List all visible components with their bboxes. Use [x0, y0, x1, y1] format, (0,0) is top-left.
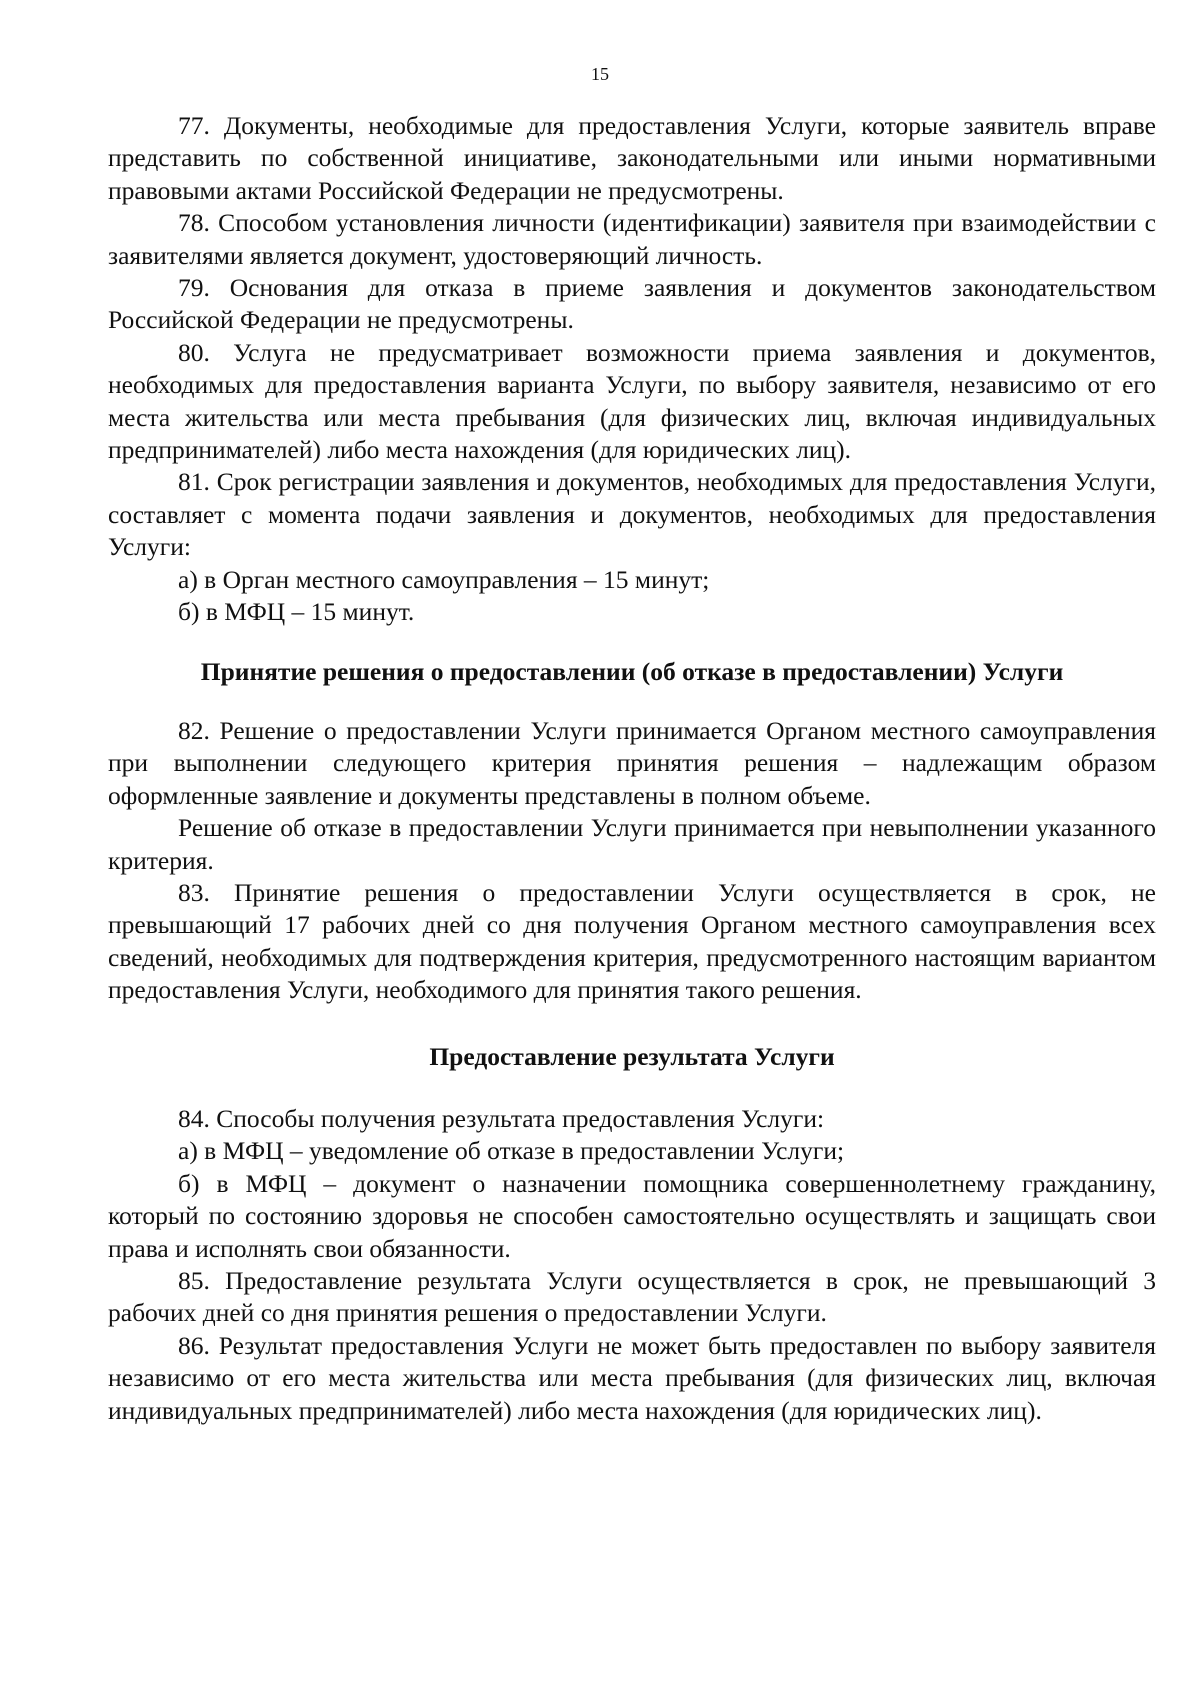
paragraph-80: 80. Услуга не предусматривает возможности приема заявления и документов, необходимых для предоставления варианта Услуги, по выбору заявителя, независимо от его места жительства или места пребывания (для физических лиц, включая индивидуальных предпринимателей) либо места нахождения (для юридических лиц). — [108, 337, 1156, 465]
paragraph-82-refusal: Решение об отказе в предоставлении Услуги принимается при невыполнении указанного критерия. — [108, 813, 1156, 875]
section-heading-result: Предоставление результата Услуги — [429, 1041, 835, 1071]
paragraph-77: 77. Документы, необходимые для предоставления Услуги, которые заявитель вправе представить по собственной инициативе, законодательными или иными нормативными правовыми актами Российской Федерации не предусмотрены. — [108, 111, 1156, 205]
paragraph-83: 83. Принятие решения о предоставлении Услуги осуществляется в срок, не превышающий 17 рабочих дней со дня получения Органом местного самоуправления всех сведений, необходимых для подтверждения критерия, предусмотренного настоящим вариантом предоставления Услуги, необходимого для принятия такого решения. — [108, 877, 1156, 1005]
paragraph-82: 82. Решение о предоставлении Услуги принимается Органом местного самоуправления при выполнении следующего критерия принятия решения – надлежащим образом оформленные заявление и документы представлены в полном объеме. — [108, 715, 1156, 810]
paragraph-79: 79. Основания для отказа в приеме заявления и документов законодательством Российской Федерации не предусмотрены. — [108, 273, 1156, 335]
paragraph-78: 78. Способом установления личности (идентификации) заявителя при взаимодействии с заявителями является документ, удостоверяющий личность. — [108, 208, 1156, 270]
paragraph-86: 86. Результат предоставления Услуги не может быть предоставлен по выбору заявителя независимо от его места жительства или места пребывания (для физических лиц, включая индивидуальных предпринимателей) либо места нахождения (для юридических лиц). — [108, 1330, 1156, 1425]
document-body — [108, 110, 1156, 1427]
paragraph-85: 85. Предоставление результата Услуги осуществляется в срок, не превышающий 3 рабочих дней со дня принятия решения о предоставлении Услуги. — [108, 1266, 1156, 1328]
paragraph-81-item-a: а) в Орган местного самоуправления – 15 минут; — [178, 564, 710, 594]
paragraph-81-item-b: б) в МФЦ – 15 минут. — [178, 597, 415, 627]
page-number: 15 — [591, 64, 609, 84]
paragraph-84-item-b: б) в МФЦ – документ о назначении помощника совершеннолетнему гражданину, который по состоянию здоровья не способен самостоятельно осуществлять и защищать свои права и исполнять свои обязанности. — [108, 1168, 1156, 1263]
paragraph-81: 81. Срок регистрации заявления и документов, необходимых для предоставления Услуги, составляет с момента подачи заявления и документов, необходимых для предоставления Услуги: — [108, 467, 1156, 562]
section-heading-decision: Принятие решения о предоставлении (об отказе в предоставлении) Услуги — [200, 656, 1064, 686]
paragraph-84-item-a: а) в МФЦ – уведомление об отказе в предоставлении Услуги; — [178, 1136, 845, 1166]
paragraph-84: 84. Способы получения результата предоставления Услуги: — [178, 1103, 825, 1133]
